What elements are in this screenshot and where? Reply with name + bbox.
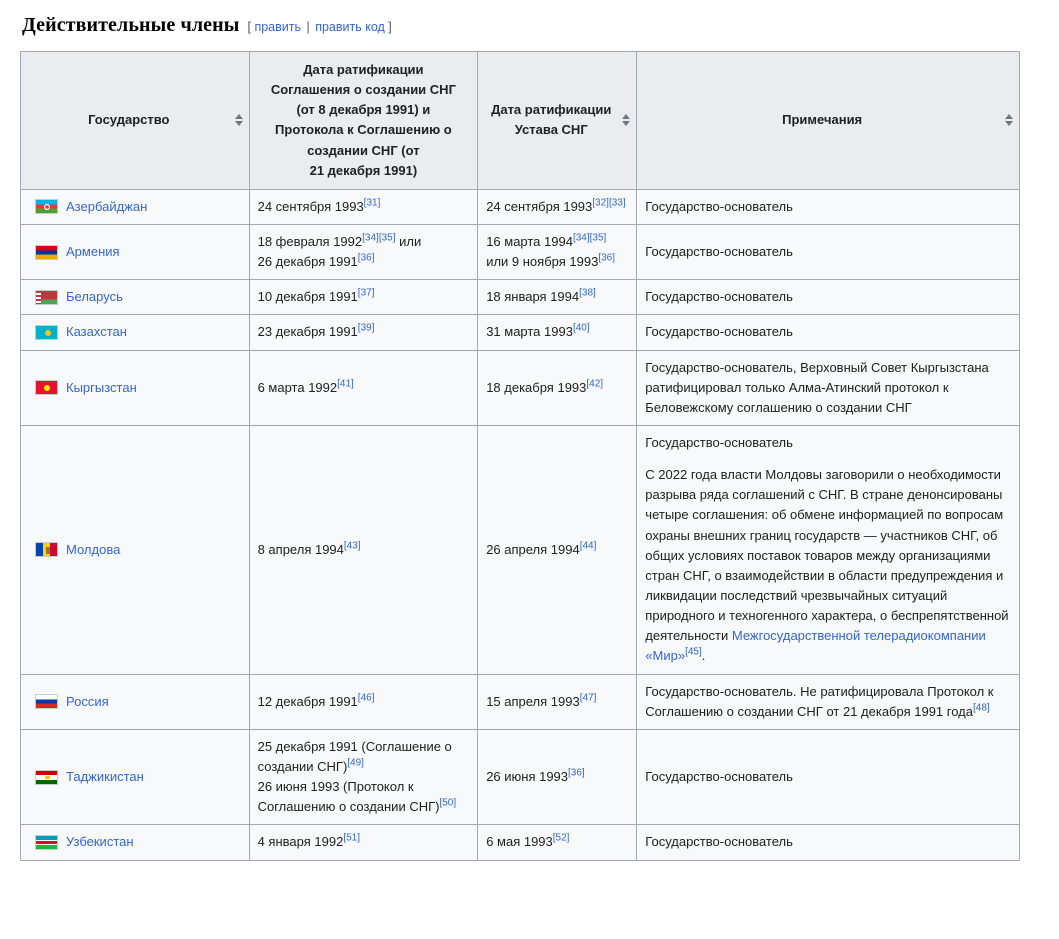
reference-link[interactable]: [39] [357,323,375,335]
state-link[interactable]: Казахстан [66,324,127,340]
reference-link[interactable]: [35] [378,232,396,244]
date-text-2: 26 июня 1993 (Протокол к Соглашению о создании СНГ) [257,779,440,815]
date-text: 16 марта 1994 [486,233,573,249]
date-text: 6 мая 1993 [486,834,553,850]
reference-link[interactable]: [35] [589,232,607,244]
notes-text: С 2022 года власти Молдовы заговорили о необходимости разрыва ряда соглашений с СНГ. В стране денонсированы четыре соглашения: об обмене информацией по вопросам охраны внешних границ государств — участников СНГ, об общих условиях поставок товаров между организациями стран СНГ, о взаимодействии в области предупреждения и ликвидации последствий чрезвычайных ситуаций природного и техногенного характера, о беспрепятственной деятельности [645,467,1009,644]
line-4: Протокола к Соглашению о [275,122,452,138]
state-link[interactable]: Молдова [66,541,121,557]
flag-kyrgyzstan-icon [35,380,58,395]
notes-cell [637,825,1020,860]
table-row [21,280,1020,315]
table-row [21,674,1020,729]
agreement-date-cell [249,425,478,674]
date-text: 24 сентября 1993 [257,198,364,214]
table-row [21,825,1020,860]
state-cell [21,674,250,729]
reference-link[interactable]: [43] [343,540,361,552]
reference-link[interactable]: [46] [357,692,375,704]
table-row [21,350,1020,425]
reference-link[interactable]: [36] [357,252,375,264]
state-cell [21,425,250,674]
table-row [21,189,1020,224]
state-cell [21,729,250,825]
notes-cell [637,280,1020,315]
column-header-state-label: Государство [88,112,170,128]
state-link[interactable]: Россия [66,693,109,709]
state-cell [21,189,250,224]
date-text-1: 25 декабря 1991 (Соглашение о создании СНГ) [257,738,452,774]
line-2: Соглашения о создании СНГ [270,82,456,98]
state-link[interactable]: Армения [66,244,120,260]
reference-link[interactable]: [50] [439,797,457,809]
charter-date-cell [478,825,637,860]
date-text: 10 декабря 1991 [257,289,358,305]
agreement-date-cell [249,350,478,425]
reference-link[interactable]: [40] [572,323,590,335]
state-cell [21,280,250,315]
reference-link[interactable]: [48] [972,702,990,714]
notes-cell [637,350,1020,425]
edit-links [247,20,391,34]
notes-text: Государство-основатель [645,244,793,260]
agreement-date-cell [249,315,478,350]
charter-date-cell [478,315,637,350]
date-text: 24 сентября 1993 [486,198,593,214]
flag-azerbaijan-icon [35,199,58,214]
notes-text: Государство-основатель. Не ратифицировала Протокол к Соглашению о создании СНГ от 21 декабря 1991 года [645,683,994,719]
column-header-charter-date[interactable] [478,52,637,190]
table-row [21,729,1020,825]
mir-broadcasting-link[interactable]: Межгосударственной телерадиокомпании «Мир» [645,628,986,664]
notes-text: Государство-основатель [645,324,793,340]
reference-link[interactable]: [31] [363,197,381,209]
line-3: (от 8 декабря 1991) и [296,102,431,118]
flag-armenia-icon [35,245,58,260]
column-header-agreement-date [249,52,478,190]
notes-cell [637,674,1020,729]
line-1: Дата ратификации [491,102,612,118]
date-text-2: 26 декабря 1991 [257,254,358,270]
reference-link[interactable]: [38] [579,287,596,299]
reference-link[interactable]: [49] [347,757,364,769]
line-2: Устава СНГ [514,122,588,138]
notes-paragraph-2 [645,465,1011,666]
date-text: 23 декабря 1991 [257,324,358,340]
edit-links-separator: | [306,20,310,34]
section-heading [22,14,1039,37]
state-link[interactable]: Кыргызстан [66,379,137,395]
column-header-notes-label: Примечания [782,112,863,128]
flag-kazakhstan-icon [35,325,58,340]
state-link[interactable]: Узбекистан [66,834,134,850]
notes-text: Государство-основатель [645,198,793,214]
charter-date-cell [478,350,637,425]
state-cell [21,315,250,350]
flag-belarus-icon [35,290,58,305]
charter-date-cell [478,729,637,825]
reference-link[interactable]: [52] [552,833,570,845]
date-text: 4 января 1992 [257,834,344,850]
edit-source-link[interactable]: править код [315,20,385,34]
reference-link[interactable]: [47] [579,692,597,704]
date-text-2: или 9 ноября 1993 [486,254,599,270]
sort-arrows-icon[interactable] [235,114,243,126]
notes-text: Государство-основатель [645,834,793,850]
state-link[interactable]: Таджикистан [66,769,144,784]
conjunction: или [395,233,422,249]
state-cell [21,350,250,425]
notes-cell [637,729,1020,825]
notes-paragraph-1: Государство-основатель [645,434,793,450]
reference-link[interactable]: [32] [592,197,609,209]
sort-arrows-icon[interactable] [1005,114,1013,126]
agreement-date-cell [249,674,478,729]
state-cell [21,224,250,279]
date-text: 26 апреля 1994 [486,541,580,557]
agreement-date-cell [249,729,478,825]
agreement-date-cell [249,224,478,279]
charter-date-cell [478,425,637,674]
table-header-row [21,52,1020,190]
bracket-close: ] [388,20,392,34]
agreement-date-cell [249,189,478,224]
notes-cell [637,224,1020,279]
reference-link[interactable]: [34] [362,232,379,244]
date-text: 6 марта 1992 [257,379,338,395]
state-link[interactable]: Азербайджан [66,198,148,214]
date-text: 18 января 1994 [486,289,580,305]
agreement-date-cell [249,280,478,315]
bracket-open: [ [247,20,251,34]
column-header-state[interactable] [21,52,250,190]
charter-date-cell [478,674,637,729]
notes-period: . [701,648,706,664]
date-text: 26 июня 1993 [486,769,569,784]
date-text: 31 марта 1993 [486,324,573,340]
column-header-notes[interactable] [637,52,1020,190]
reference-link[interactable]: [34] [572,232,590,244]
date-text: 18 февраля 1992 [257,233,363,249]
reference-link[interactable]: [37] [357,287,375,299]
flag-uzbekistan-icon [35,835,58,850]
edit-link[interactable]: править [254,20,301,34]
line-1: Дата ратификации [303,62,424,77]
table-row [21,224,1020,279]
charter-date-cell [478,224,637,279]
table-row [21,315,1020,350]
flag-russia-icon [35,694,58,709]
reference-link[interactable]: [36] [598,252,615,264]
table-row [21,425,1020,674]
reference-link[interactable]: [44] [579,540,597,552]
reference-link[interactable]: [51] [343,833,360,845]
reference-link[interactable]: [33] [608,197,626,209]
charter-date-cell [478,189,637,224]
date-text: 8 апреля 1994 [257,541,344,557]
notes-text: Государство-основатель [645,769,793,784]
notes-text: Государство-основатель [645,289,793,305]
notes-text: Государство-основатель, Верховный Совет Кыргызстана ратифицировал только Алма-Атинский протокол к Беловежскому соглашению о создании СНГ [645,359,989,415]
page-title: Действительные члены [22,14,240,36]
state-cell [21,825,250,860]
state-link[interactable]: Беларусь [66,289,123,305]
notes-cell [637,425,1020,674]
sort-arrows-icon[interactable] [622,114,630,126]
line-5: создании СНГ (от [307,142,420,158]
notes-cell [637,189,1020,224]
line-6: 21 декабря 1991) [309,162,418,178]
notes-cell [637,315,1020,350]
flag-tajikistan-icon [35,770,58,785]
reference-link[interactable]: [42] [586,378,604,390]
flag-moldova-icon [35,542,58,557]
reference-link[interactable]: [41] [337,378,354,390]
date-text: 18 декабря 1993 [486,379,587,395]
date-text: 15 апреля 1993 [486,693,580,709]
reference-link[interactable]: [45] [685,647,702,659]
charter-date-cell [478,280,637,315]
agreement-date-cell [249,825,478,860]
reference-link[interactable]: [36] [568,767,585,779]
members-table [20,51,1020,861]
date-text: 12 декабря 1991 [257,693,358,709]
